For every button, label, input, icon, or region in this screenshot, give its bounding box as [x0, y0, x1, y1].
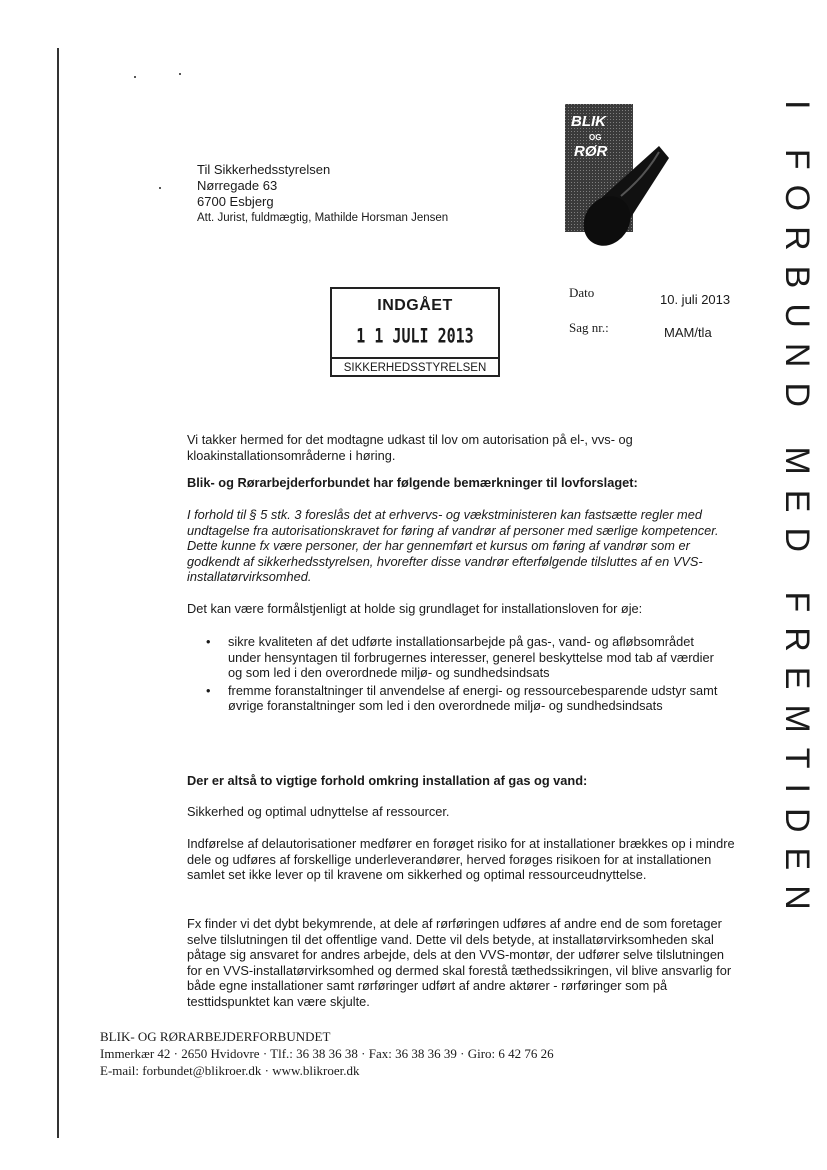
concern-paragraph: Fx finder vi det dybt bekymrende, at dele af rørføringen udføres af andre end de som foretager selve tilslutningen til det offentlige vand. Dette vil dels betyde, at installatørvirksomheden skal påtage sig ansvaret for andres arbejde, dels at den VVS-montør, der udfører selve tilslutningen for en VVS-installatørvirksomhed og dermed skal forestå tæthedssikringen, vil blive ansvarlig for både egne installationer samt rørføringer udført af andre aktører - rørføringer som på testtidspunktet kan være skjulte. — [187, 916, 732, 1009]
recipient-line: Til Sikkerhedsstyrelsen — [197, 162, 331, 177]
received-stamp — [330, 287, 500, 377]
case-value: MAM/tla — [664, 325, 712, 340]
purpose-list — [206, 634, 726, 716]
section-paragraph: I forhold til § 5 stk. 3 foreslås det at erhvervs- og vækstministeren kan fastsætte regler med undtagelse fra autorisationskravet for føring af vandrør af personer med særlige kompetencer. Dette kunne fx være personer, der har gennemført et kursus om føring af vandrør som er godkendt af sikkerhedsstyrelsen, hvorefter disse vandrør efterfølgende tilsluttes af en VVS-installatørvirksomhed. — [187, 507, 719, 584]
vertical-slogan — [744, 100, 816, 1110]
recipient-line: 6700 Esbjerg — [197, 194, 274, 209]
list-item: • sikre kvaliteten af det udførte installationsarbejde på gas-, vand- og afløbsområdet under hensyntagen til forbrugernes interesser, generel beskyttelse mod tab af værdier og som led i den overordnede miljø- og sundhedsindsats — [206, 634, 726, 681]
important-heading: Der er altså to vigtige forhold omkring installation af gas og vand: — [187, 773, 588, 788]
date-label: Dato — [569, 285, 595, 300]
safety-paragraph: Sikkerhed og optimal udnyttelse af ressourcer. — [187, 804, 450, 819]
recipient-line: Nørregade 63 — [197, 178, 278, 193]
remarks-heading: Blik- og Rørarbejderforbundet har følgende bemærkninger til lovforslaget: — [187, 475, 638, 490]
purpose-paragraph: Det kan være formålstjenligt at holde sig grundlaget for installationsloven for øje: — [187, 601, 643, 616]
scan-speck — [134, 76, 136, 78]
footer-org: BLIK- OG RØRARBEJDERFORBUNDET — [100, 1029, 331, 1044]
footer-web: E-mail: forbundet@blikroer.dk · www.blikroer.dk — [100, 1063, 360, 1078]
intro-paragraph: Vi takker hermed for det modtagne udkast til lov om autorisation på el-, vvs- og kloakinstallationsområderne i høring. — [187, 432, 633, 463]
recipient-address — [197, 162, 448, 226]
letterhead-footer — [100, 1028, 554, 1079]
svg-text:RØR: RØR — [574, 143, 608, 160]
stamp-title: INDGÅET — [377, 297, 453, 314]
slogan-text: I FORBUND MED FREMTIDEN — [778, 100, 816, 925]
blik-og-ror-logo — [565, 104, 669, 252]
stamp-date: 1 1 JULI 2013 — [356, 324, 474, 348]
scan-speck — [179, 73, 181, 75]
footer-contact: Immerkær 42 · 2650 Hvidovre · Tlf.: 36 38 36 38 · Fax: 36 38 36 39 · Giro: 6 42 76 26 — [100, 1046, 554, 1061]
stamp-org: SIKKERHEDSSTYRELSEN — [330, 357, 500, 377]
svg-text:BLIK: BLIK — [571, 113, 606, 130]
delauth-paragraph: Indførelse af delautorisationer medfører en forøget risiko for at installationer brækkes op i mindre dele og udføres af forskellige underleverandører, herved forøges risikoen for at installationen samlet set ikke lever op til kravene om sikkerhed og optimal ressourceudnyttelse. — [187, 836, 735, 882]
scan-speck — [159, 187, 161, 189]
svg-text:OG: OG — [589, 133, 602, 142]
list-item: • fremme foranstaltninger til anvendelse af energi- og ressourcebesparende udstyr samt øvrige foranstaltninger som led i den overordnede miljø- og sundhedsindsats — [206, 683, 726, 714]
recipient-attention: Att. Jurist, fuldmægtig, Mathilde Horsman Jensen — [197, 212, 449, 224]
date-value: 10. juli 2013 — [660, 292, 731, 307]
case-label: Sag nr.: — [569, 320, 609, 335]
left-margin-line — [57, 48, 59, 1138]
